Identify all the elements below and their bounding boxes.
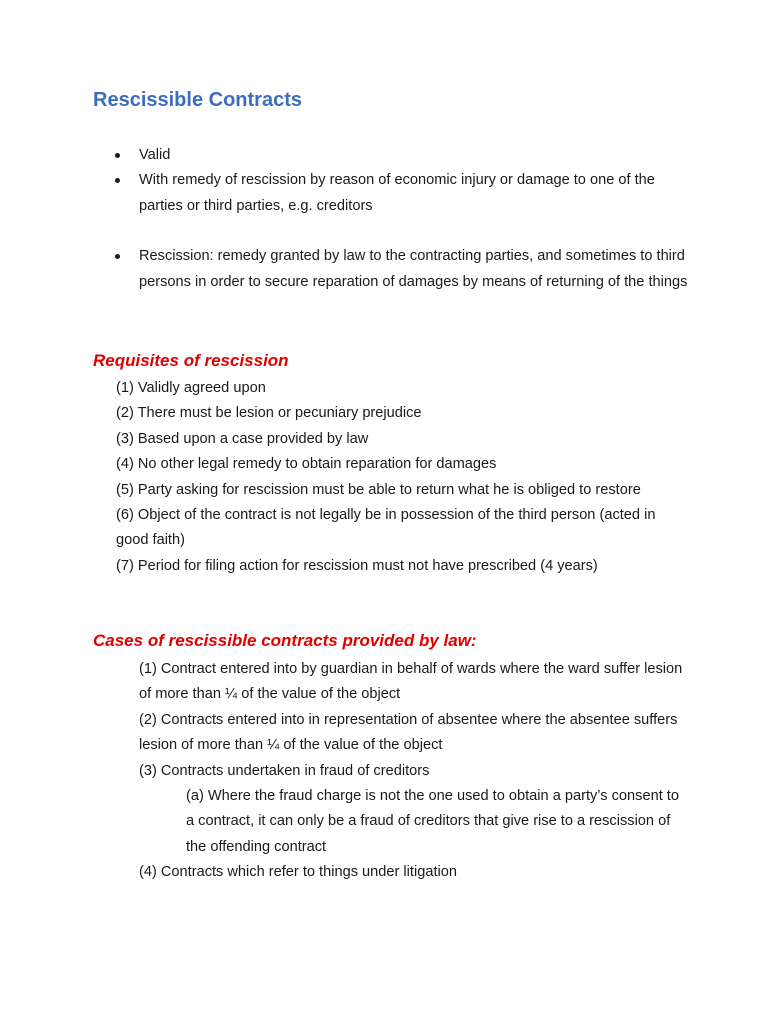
cases-heading: Cases of rescissible contracts provided by law:	[93, 631, 477, 650]
requisites-heading: Requisites of rescission	[93, 351, 289, 370]
requisite-item: (2) There must be lesion or pecuniary prejudice	[116, 405, 422, 422]
intro-bullet-list	[139, 143, 699, 295]
requisite-item: (5) Party asking for rescission must be able to return what he is obliged to restore	[116, 481, 641, 498]
bullet-text: With remedy of rescission by reason of economic injury or damage to one of the parties or third parties, e.g. creditors	[139, 172, 655, 214]
bullet-dot-icon	[115, 178, 120, 183]
case-item: (4) Contracts which refer to things under litigation	[139, 864, 457, 881]
requisites-list	[116, 376, 686, 579]
requisite-item: (7) Period for filing action for rescission must not have prescribed (4 years)	[116, 557, 598, 574]
case-item: (1) Contract entered into by guardian in behalf of wards where the ward suffer lesion of more than ¼ of the value of the object	[139, 661, 683, 703]
requisite-item: (3) Based upon a case provided by law	[116, 430, 369, 447]
case-sub-item: (a) Where the fraud charge is not the one used to obtain a party’s consent to a contract, it can only be a fraud of creditors that give rise to a rescission of the offending contract	[186, 788, 679, 855]
bullet-dot-icon	[115, 254, 120, 259]
page-title: Rescissible Contracts	[93, 89, 302, 111]
case-item: (3) Contracts undertaken in fraud of creditors	[139, 762, 430, 779]
bullet-item-valid	[139, 143, 699, 168]
bullet-item-remedy	[139, 168, 699, 219]
cases-list	[139, 657, 684, 886]
bullet-item-rescission-definition	[139, 244, 699, 295]
case-item: (2) Contracts entered into in representation of absentee where the absentee suffers lesion of more than ¼ of the value of the object	[139, 711, 678, 754]
requisite-item: (4) No other legal remedy to obtain reparation for damages	[116, 456, 497, 473]
bullet-dot-icon	[115, 153, 120, 158]
bullet-text: Rescission: remedy granted by law to the contracting parties, and sometimes to third persons in order to secure reparation of damages by means of returning of the things	[139, 248, 688, 290]
bullet-text: Valid	[139, 147, 171, 163]
requisite-item: (6) Object of the contract is not legally be in possession of the third person (acted in good faith)	[116, 507, 656, 549]
requisite-item: (1) Validly agreed upon	[116, 380, 266, 396]
